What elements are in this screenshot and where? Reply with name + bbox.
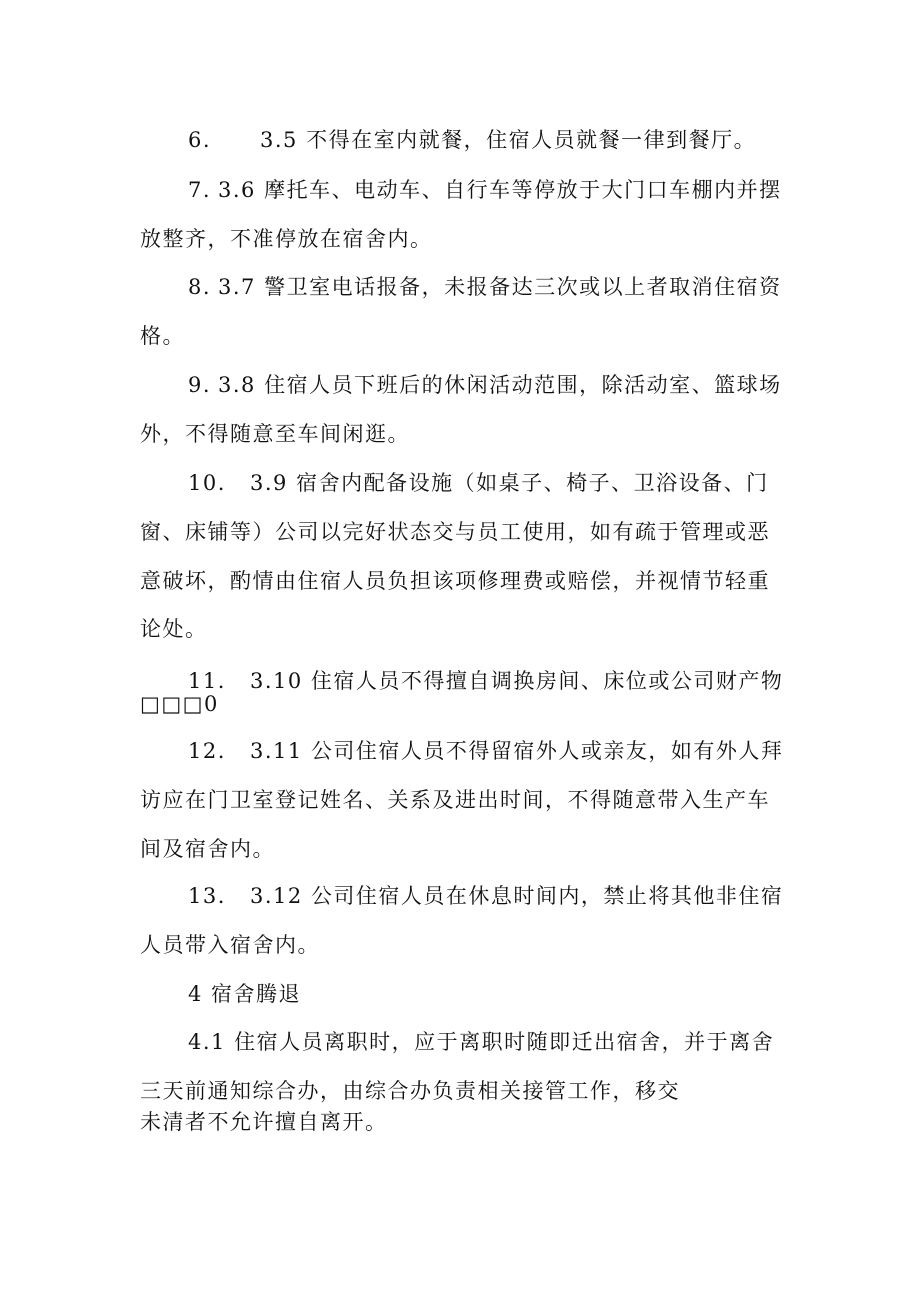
list-item-12-line-2: 访应在门卫室登记姓名、关系及进出时间，不得随意带入生产车	[140, 788, 770, 812]
list-item-8-line-2: 格。	[140, 324, 185, 348]
list-item-7-line-1	[188, 176, 782, 204]
list-item-10-number: 10.	[188, 471, 226, 495]
list-item-10-text: 3.9 宿舍内配备设施（如桌子、椅子、卫浴设备、门	[250, 471, 769, 495]
list-item-12-line-3: 间及宿舍内。	[140, 837, 275, 861]
list-item-7-line-2: 放整齐，不准停放在宿舍内。	[140, 227, 433, 251]
section-paragraph-line-3: 未清者不允许擅自离开。	[140, 1110, 388, 1134]
list-item-8-text: 3.7 警卫室电话报备，未报备达三次或以上者取消住宿资	[218, 275, 782, 299]
list-item-7-text: 3.6 摩托车、电动车、自行车等停放于大门口车棚内并摆	[218, 178, 782, 202]
list-item-10-line-4: 论处。	[140, 617, 208, 641]
list-item-11-line-1	[188, 667, 783, 695]
list-item-6-line-1	[188, 126, 756, 154]
section-heading: 4 宿舍腾退	[188, 982, 302, 1006]
section-paragraph-line-1: 4.1 住宿人员离职时，应于离职时随即迁出宿舍，并于离舍	[188, 1030, 775, 1054]
list-item-9-line-2: 外，不得随意至车间闲逛。	[140, 422, 410, 446]
list-item-11-number: 11.	[188, 669, 226, 693]
list-item-13-line-1	[188, 882, 783, 910]
list-item-9-number: 9.	[188, 373, 212, 397]
list-item-12-number: 12.	[188, 739, 226, 763]
list-item-6-number: 6.	[188, 128, 212, 152]
list-item-6-text: 3.5 不得在室内就餐，住宿人员就餐一律到餐厅。	[260, 128, 757, 152]
list-item-13-line-2: 人员带入宿舍内。	[140, 933, 320, 957]
list-item-8-number: 8.	[188, 275, 212, 299]
list-item-7-number: 7.	[188, 178, 212, 202]
list-item-10-line-3: 意破坏，酌情由住宿人员负担该项修理费或赔偿，并视情节轻重	[140, 569, 770, 593]
list-item-10-line-2: 窗、床铺等）公司以完好状态交与员工使用，如有疏于管理或恶	[140, 520, 770, 544]
list-item-10-line-1	[188, 469, 769, 497]
list-item-9-line-1	[188, 371, 782, 399]
list-item-12-line-1	[188, 737, 783, 765]
list-item-11-text: 3.10 住宿人员不得擅自调换房间、床位或公司财产物	[250, 669, 784, 693]
list-item-9-text: 3.8 住宿人员下班后的休闲活动范围，除活动室、篮球场	[218, 373, 782, 397]
list-item-13-number: 13.	[188, 884, 226, 908]
list-item-13-text: 3.12 公司住宿人员在休息时间内，禁止将其他非住宿	[250, 884, 784, 908]
list-item-11-line-2: □□□0	[140, 692, 219, 716]
list-item-8-line-1	[188, 273, 782, 301]
section-paragraph-line-2: 三天前通知综合办，由综合办负责相关接管工作，移交	[140, 1079, 680, 1103]
list-item-12-text: 3.11 公司住宿人员不得留宿外人或亲友，如有外人拜	[250, 739, 784, 763]
